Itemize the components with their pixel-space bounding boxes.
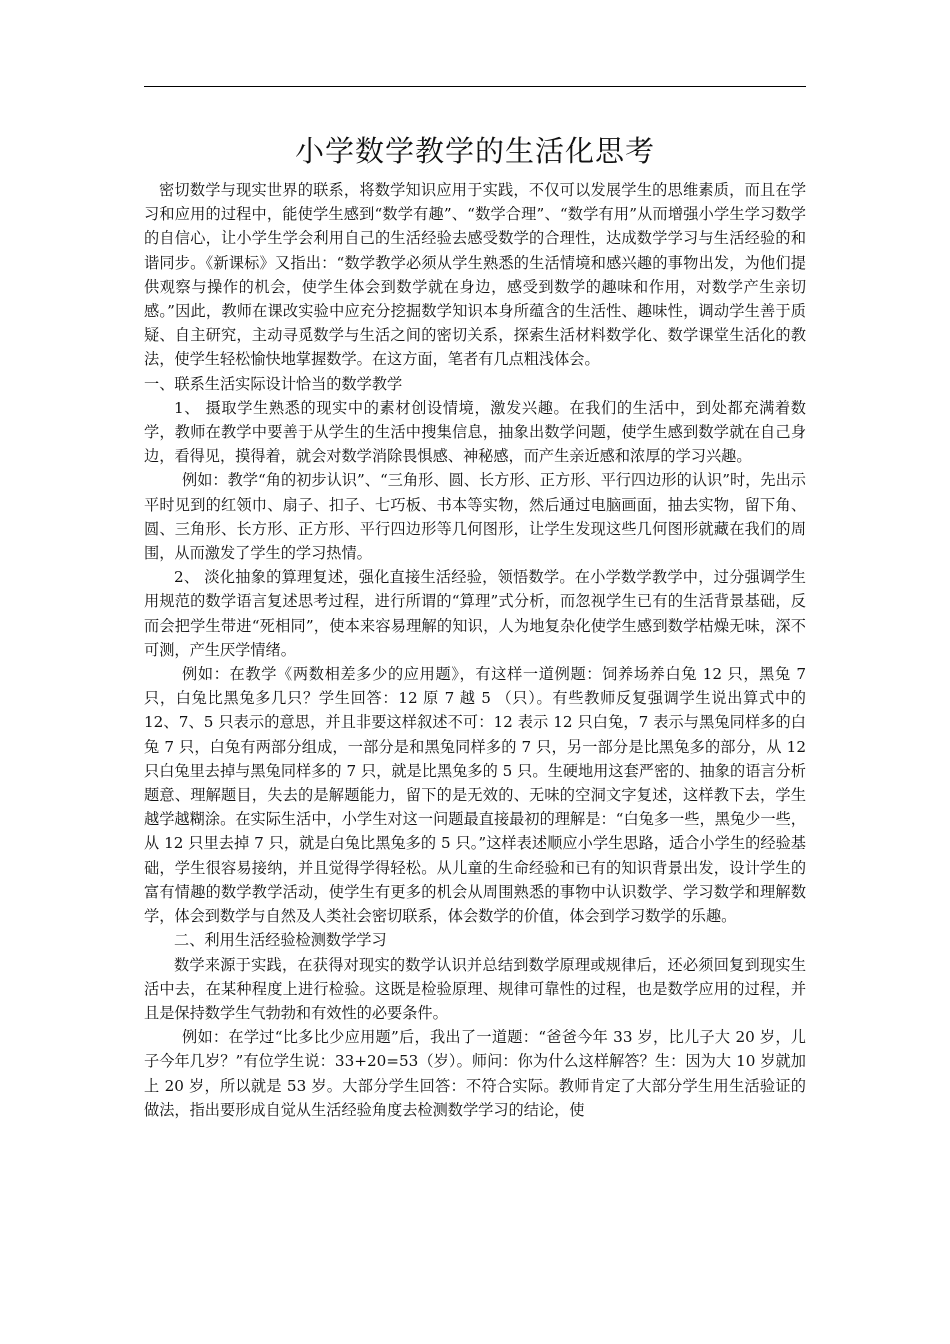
document-body [144,178,806,1122]
section-heading-1: 一、联系生活实际设计恰当的数学教学 [144,374,403,393]
paragraph-point-1: 1、 摄取学生熟悉的现实中的素材创设情境，激发兴趣。在我们的生活中，到处都充满着数学，教师在教学中要善于从学生的生活中搜集信息，抽象出数学问题，使学生感到数学就在自己身边，看得见，摸得着，就会对数学消除畏惧感、神秘感，而产生亲近感和浓厚的学习兴趣。 [144,398,806,466]
paragraph-section-2: 数学来源于实践，在获得对现实的数学认识并总结到数学原理或规律后，还必须回复到现实生活中去，在某种程度上进行检验。这既是检验原理、规律可靠性的过程，也是数学应用的过程，并且是保持数学生气勃勃和有效性的必要条件。 [144,955,806,1022]
paragraph-example-2: 例如：在教学《两数相差多少的应用题》，有这样一道例题：饲养场养白兔 12 只，黑兔 7 只，白兔比黑兔多几只？学生回答：12 原 7 越 5 （只）。有些教师反复强调学生说出算式中的 12、7、5 只表示的意思，并且非要这样叙述不可：12 表示 12 只白兔，7 表示与黑兔同样多的白兔 7 只，白兔有两部分组成，一部分是和黑兔同样多的 7 只，另一部分是比黑兔多的部分，从 12 只白兔里去掉与黑兔同样多的 7 只，就是比黑兔多的 5 只。生硬地用这套严密的、抽象的语言分析题意、理解题目，失去的是解题能力，留下的是无效的、无味的空洞文字复述，这样教下去，学生越学越糊涂。在实际生活中，小学生对这一问题最直接最初的理解是：“白兔多一些，黑兔少一些，从 12 只里去掉 7 只，就是白兔比黑兔多的 5 只。”这样表述顺应小学生思路，适合小学生的经验基础，学生很容易接纳，并且觉得学得轻松。从儿童的生命经验和已有的知识背景出发，设计学生的富有情趣的数学教学活动，使学生有更多的机会从周围熟悉的事物中认识数学、学习数学和理解数学，体会到数学与自然及人类社会密切联系，体会数学的价值，体会到学习数学的乐趣。 [144,665,806,926]
paragraph-example-1: 例如：教学“角的初步认识”、“三角形、圆、长方形、正方形、平行四边形的认识”时，先出示平时见到的红领巾、扇子、扣子、七巧板、书本等实物，然后通过电脑画面，抽去实物，留下角、圆、三角形、长方形、正方形、平行四边形等几何图形，让学生发现这些几何图形就藏在我们的周围，从而激发了学生的学习热情。 [144,471,806,563]
header-rule [144,86,806,87]
paragraph-example-3: 例如：在学过“比多比少应用题”后，我出了一道题：“爸爸今年 33 岁，比儿子大 20 岁，儿子今年几岁？”有位学生说：33+20=53（岁）。师问：你为什么这样解答？生：因为大 10 岁就加上 20 岁，所以就是 53 岁。大部分学生回答：不符合实际。教师肯定了大部分学生用生活验证的做法，指出要形成自觉从生活经验角度去检测数学学习的结论，使 [144,1028,806,1119]
paragraph-intro: 密切数学与现实世界的联系，将数学知识应用于实践，不仅可以发展学生的思维素质，而且在学习和应用的过程中，能使学生感到“数学有趣”、“数学合理”、“数学有用”从而增强小学生学习数学的自信心，让小学生学会利用自己的生活经验去感受数学的合理性，达成数学学习与生活经验的和谐同步。《新课标》又指出：“数学教学必须从学生熟悉的生活情境和感兴趣的事物出发，为他们提供观察与操作的机会，使学生体会到数学就在身边，感受到数学的趣味和作用，对数学产生亲切感。”因此，教师在课改实验中应充分挖掘数学知识本身所蕴含的生活性、趣味性，调动学生善于质疑、自主研究，主动寻觅数学与生活之间的密切关系，探索生活材料数学化、数学课堂生活化的教法，使学生轻松愉快地掌握数学。在这方面，笔者有几点粗浅体会。 [144,181,806,369]
section-heading-2: 二、利用生活经验检测数学学习 [174,931,387,950]
document-title: 小学数学教学的生活化思考 [294,134,655,168]
paragraph-point-2: 2、 淡化抽象的算理复述，强化直接生活经验，领悟数学。在小学数学教学中，过分强调学生用规范的数学语言复述思考过程，进行所谓的“算理”式分析，而忽视学生已有的生活背景基础，反而会把学生带进“死相同”，使本来容易理解的知识，人为地复杂化使学生感到数学枯燥无味，深不可测，产生厌学情绪。 [144,568,806,659]
